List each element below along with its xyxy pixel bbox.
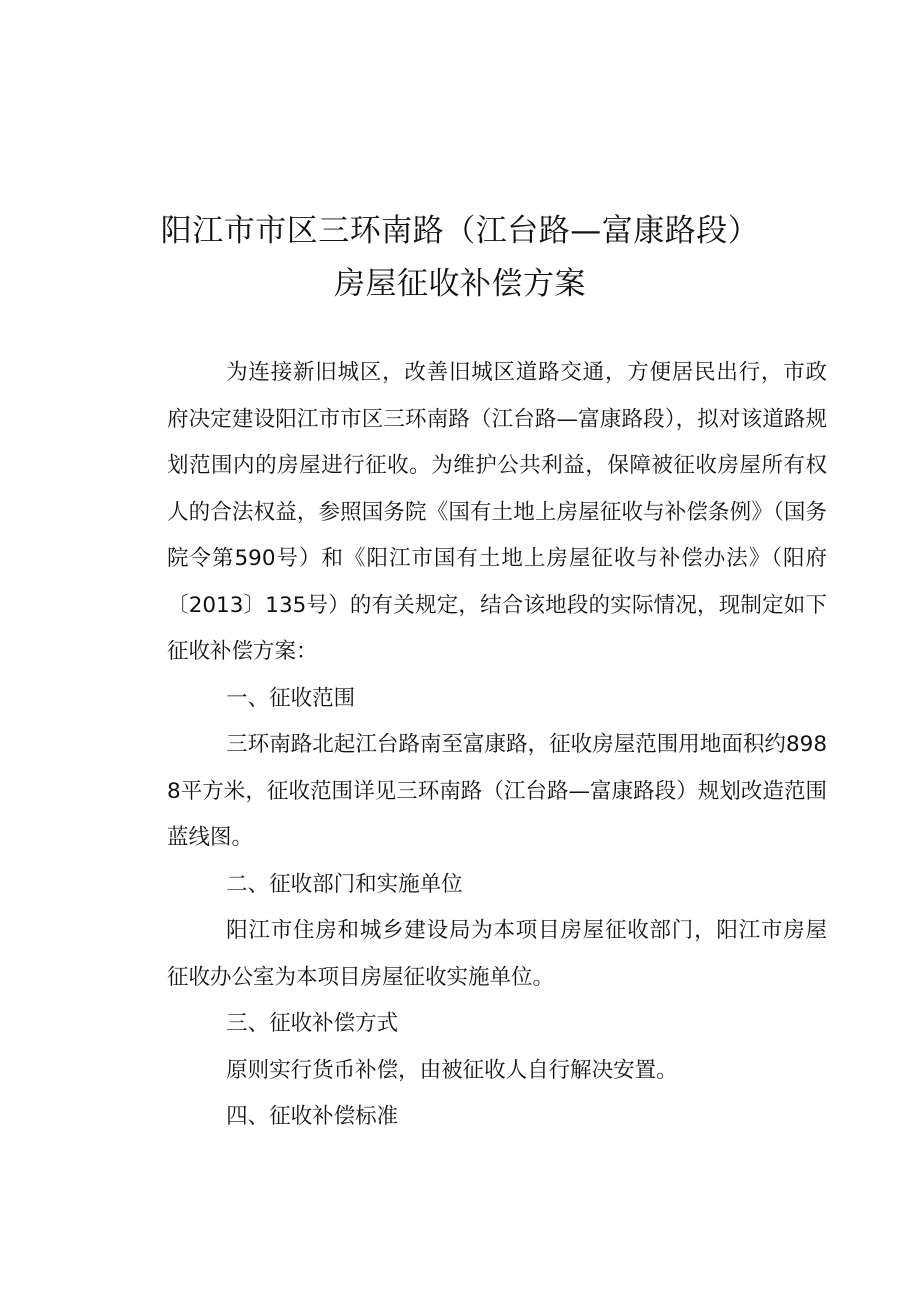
section-heading-compensation-method: 三、征收补偿方式: [226, 1011, 399, 1036]
intro-paragraph: 为连接新旧城区，改善旧城区道路交通，方便居民出行，市政府决定建设阳江市市区三环南路（江台路—富康路段），拟对该道路规划范围内的房屋进行征收。为维护公共利益，保障被征收房屋所有权人的合法权益，参照国务院《国有土地上房屋征收与补偿条例》（国务院令第590号）和《阳江市国有土地上房屋征收与补偿办法》（阳府〔2013〕135号）的有关规定，结合该地段的实际情况，现制定如下征收补偿方案：: [167, 360, 827, 664]
section-heading-scope: 一、征收范围: [226, 685, 356, 711]
section-heading-departments: 二、征收部门和实施单位: [226, 871, 463, 897]
document-body: [167, 350, 827, 1141]
document-title-line-1: 阳江市市区三环南路（江台路—富康路段）: [160, 213, 760, 249]
section-text-scope: 三环南路北起江台路南至富康路，征收房屋范围用地面积约8988平方米，征收范围详见三环南路（江台路—富康路段）规划改造范围蓝线图。: [167, 732, 827, 850]
section-text-departments: 阳江市住房和城乡建设局为本项目房屋征收部门，阳江市房屋征收办公室为本项目房屋征收实施单位。: [167, 918, 827, 990]
section-heading-compensation-standard: 四、征收补偿标准: [226, 1104, 399, 1129]
document-title-line-2: 房屋征收补偿方案: [334, 266, 586, 302]
section-text-compensation-method: 原则实行货币补偿，由被征收人自行解决安置。: [226, 1057, 678, 1083]
